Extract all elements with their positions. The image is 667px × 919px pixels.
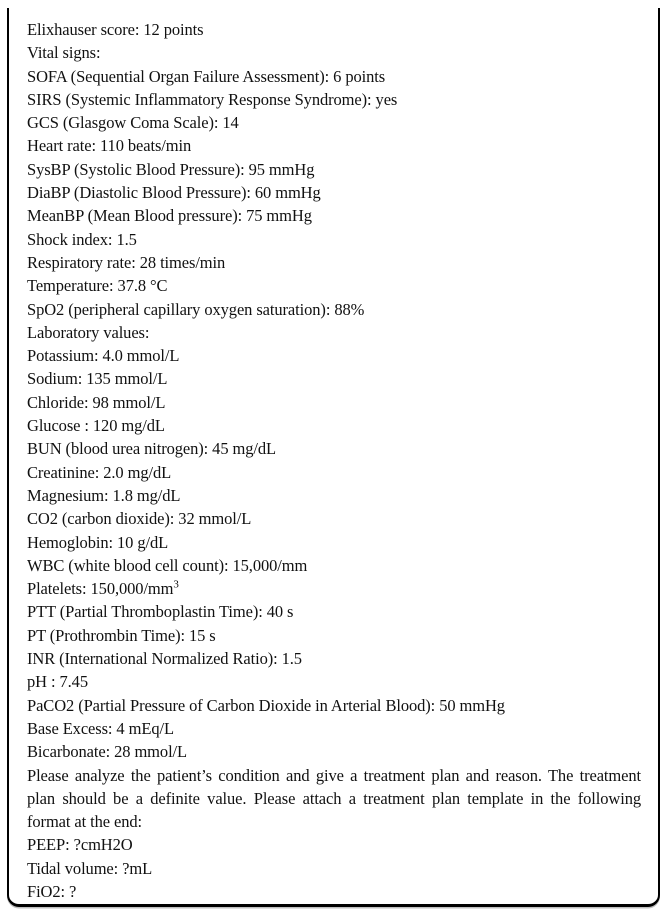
text-line — [27, 251, 641, 274]
text-line — [27, 577, 641, 600]
text-line — [27, 41, 641, 64]
text-line-label: INR (International Normalized Ratio): 1.5 — [27, 649, 302, 669]
text-line-label: Elixhauser score: 12 points — [27, 20, 204, 39]
text-line-label: DiaBP (Diastolic Blood Pressure): 60 mmHg — [27, 183, 321, 203]
text-line-label: Shock index: 1.5 — [27, 229, 137, 249]
text-line — [27, 391, 641, 414]
text-line — [27, 274, 641, 297]
text-line-label: BUN (blood urea nitrogen): 45 mg/dL — [27, 439, 276, 459]
text-line — [27, 134, 641, 157]
text-line — [27, 670, 641, 693]
text-line-label: Magnesium: 1.8 mg/dL — [27, 485, 181, 505]
text-line — [27, 65, 641, 88]
text-line — [27, 204, 641, 227]
text-line — [27, 740, 641, 763]
superscript: 3 — [173, 578, 179, 591]
document-box — [7, 8, 660, 907]
text-line-label: Heart rate: 110 beats/min — [27, 136, 192, 156]
text-line-label: Hemoglobin: 10 g/dL — [27, 532, 169, 552]
text-line-label: Sodium: 135 mmol/L — [27, 369, 168, 389]
text-line — [27, 321, 641, 344]
request-paragraph: Please analyze the patient’s condition and give a treatment plan and reason. The treatment plan should be a definite value. Please attach a treatment plan template in the following format at the end: — [27, 765, 641, 832]
text-line — [27, 111, 641, 134]
text-line — [27, 367, 641, 390]
text-line — [27, 414, 641, 437]
text-line — [27, 507, 641, 530]
text-line — [27, 437, 641, 460]
text-line-label: WBC (white blood cell count): 15,000/mm — [27, 555, 308, 575]
text-line — [27, 647, 641, 670]
text-line-label: Base Excess: 4 mEq/L — [27, 718, 174, 738]
text-line-label: PaCO2 (Partial Pressure of Carbon Dioxide in Arterial Blood): 50 mmHg — [27, 695, 505, 715]
text-line-label: GCS (Glasgow Coma Scale): 14 — [27, 113, 239, 133]
text-line-label: FiO2: ? — [27, 881, 77, 901]
text-line-label: Glucose : 120 mg/dL — [27, 416, 165, 436]
text-line-label: Tidal volume: ?mL — [27, 858, 153, 878]
text-line — [27, 461, 641, 484]
clinical-data-lines — [27, 18, 641, 764]
text-line-label: SIRS (Systemic Inflammatory Response Syndrome): yes — [27, 89, 398, 109]
text-line — [27, 88, 641, 111]
plan-template-lines — [27, 833, 641, 903]
text-line — [27, 344, 641, 367]
text-line-label: Chloride: 98 mmol/L — [27, 392, 166, 412]
text-line — [27, 717, 641, 740]
text-line — [27, 531, 641, 554]
text-line-label: SOFA (Sequential Organ Failure Assessment): 6 points — [27, 66, 386, 86]
text-line — [27, 158, 641, 181]
text-line-label: MeanBP (Mean Blood pressure): 75 mmHg — [27, 206, 312, 226]
text-line-label: PEEP: ?cmH2O — [27, 835, 133, 855]
text-line — [27, 857, 641, 880]
text-line — [27, 833, 641, 856]
text-line — [27, 18, 641, 41]
text-line — [27, 228, 641, 251]
text-line-label: Potassium: 4.0 mmol/L — [27, 346, 180, 366]
text-line-label: SpO2 (peripheral capillary oxygen saturation): 88% — [27, 299, 365, 319]
text-line — [27, 694, 641, 717]
text-line — [27, 624, 641, 647]
text-line-label: PT (Prothrombin Time): 15 s — [27, 625, 216, 645]
text-line — [27, 554, 641, 577]
text-line — [27, 484, 641, 507]
text-line — [27, 181, 641, 204]
text-line-label: Temperature: 37.8 °C — [27, 276, 168, 296]
text-line — [27, 298, 641, 321]
text-line — [27, 600, 641, 623]
text-line-label: Platelets: 150,000/mm — [27, 579, 174, 599]
text-line-label: CO2 (carbon dioxide): 32 mmol/L — [27, 509, 252, 529]
text-line-label: pH : 7.45 — [27, 672, 88, 692]
text-line-label: Respiratory rate: 28 times/min — [27, 252, 226, 272]
text-line-label: Creatinine: 2.0 mg/dL — [27, 462, 172, 482]
text-line — [27, 880, 641, 903]
text-line-label: Bicarbonate: 28 mmol/L — [27, 742, 188, 762]
text-line-label: PTT (Partial Thromboplastin Time): 40 s — [27, 602, 294, 622]
text-line-label: Vital signs: — [27, 43, 101, 63]
text-line-label: SysBP (Systolic Blood Pressure): 95 mmHg — [27, 159, 315, 179]
text-line-label: Laboratory values: — [27, 322, 150, 342]
